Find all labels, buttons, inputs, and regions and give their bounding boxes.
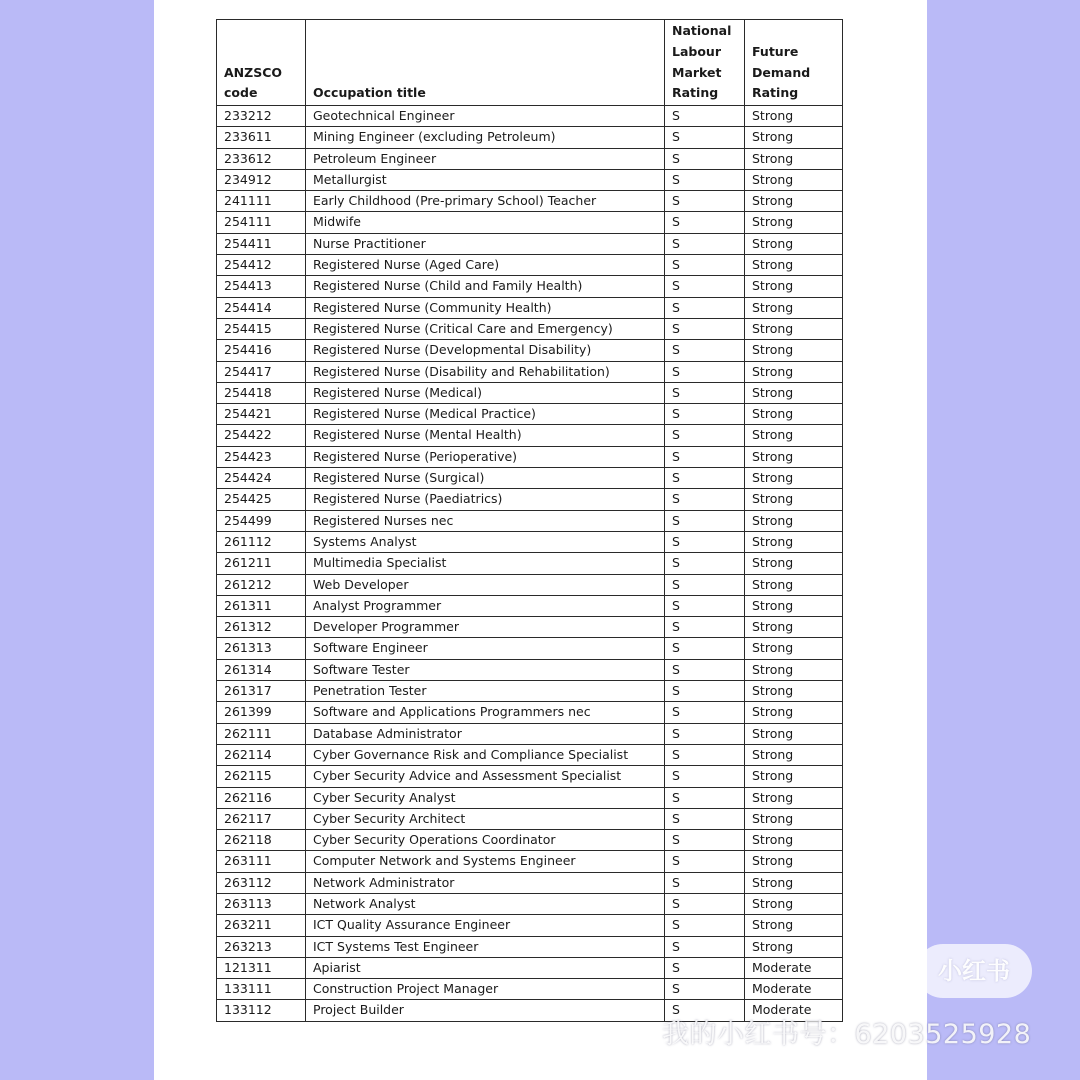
- anzsco-code-cell: 263111: [217, 851, 306, 872]
- future-demand-rating-cell: Strong: [745, 191, 843, 212]
- anzsco-code-cell: 254499: [217, 510, 306, 531]
- anzsco-code-cell: 254411: [217, 233, 306, 254]
- table-row: [217, 169, 843, 190]
- labour-market-rating-cell: S: [665, 191, 745, 212]
- anzsco-code-cell: 261314: [217, 659, 306, 680]
- future-demand-rating-cell: Strong: [745, 915, 843, 936]
- labour-market-rating-cell: S: [665, 233, 745, 254]
- future-demand-rating-cell: Strong: [745, 808, 843, 829]
- labour-market-rating-cell: S: [665, 659, 745, 680]
- anzsco-code-cell: 133112: [217, 1000, 306, 1021]
- occupation-title-cell: Nurse Practitioner: [306, 233, 665, 254]
- labour-market-rating-cell: S: [665, 957, 745, 978]
- anzsco-code-cell: 261211: [217, 553, 306, 574]
- labour-market-rating-cell: S: [665, 787, 745, 808]
- anzsco-code-cell: 254417: [217, 361, 306, 382]
- labour-market-rating-cell: S: [665, 830, 745, 851]
- occupation-title-cell: ICT Quality Assurance Engineer: [306, 915, 665, 936]
- future-demand-rating-cell: Strong: [745, 446, 843, 467]
- future-demand-rating-cell: Strong: [745, 744, 843, 765]
- anzsco-code-cell: 261212: [217, 574, 306, 595]
- labour-market-rating-cell: S: [665, 382, 745, 403]
- header-national-labour-market-rating: National Labour Market Rating: [665, 20, 745, 106]
- occupation-title-cell: Registered Nurse (Medical): [306, 382, 665, 403]
- table-row: [217, 489, 843, 510]
- table-row: [217, 808, 843, 829]
- anzsco-code-cell: 261311: [217, 595, 306, 616]
- table-row: [217, 766, 843, 787]
- labour-market-rating-cell: S: [665, 808, 745, 829]
- labour-market-rating-cell: S: [665, 681, 745, 702]
- labour-market-rating-cell: S: [665, 361, 745, 382]
- future-demand-rating-cell: Strong: [745, 553, 843, 574]
- anzsco-code-cell: 254425: [217, 489, 306, 510]
- occupation-title-cell: Registered Nurse (Paediatrics): [306, 489, 665, 510]
- labour-market-rating-cell: S: [665, 489, 745, 510]
- table-row: [217, 510, 843, 531]
- anzsco-code-cell: 254416: [217, 340, 306, 361]
- table-row: [217, 851, 843, 872]
- table-row: [217, 276, 843, 297]
- labour-market-rating-cell: S: [665, 595, 745, 616]
- future-demand-rating-cell: Strong: [745, 936, 843, 957]
- future-demand-rating-cell: Strong: [745, 468, 843, 489]
- labour-market-rating-cell: S: [665, 127, 745, 148]
- occupation-title-cell: Metallurgist: [306, 169, 665, 190]
- header-future-demand-rating: Future Demand Rating: [745, 20, 843, 106]
- anzsco-code-cell: 233212: [217, 106, 306, 127]
- table-row: [217, 681, 843, 702]
- table-row: [217, 659, 843, 680]
- watermark-logo: 小红书: [916, 944, 1032, 998]
- future-demand-rating-cell: Strong: [745, 127, 843, 148]
- occupation-title-cell: Registered Nurse (Critical Care and Emergency): [306, 318, 665, 339]
- table-row: [217, 425, 843, 446]
- future-demand-rating-cell: Strong: [745, 169, 843, 190]
- labour-market-rating-cell: S: [665, 446, 745, 467]
- occupation-title-cell: Registered Nurse (Surgical): [306, 468, 665, 489]
- future-demand-rating-cell: Strong: [745, 382, 843, 403]
- future-demand-rating-cell: Strong: [745, 425, 843, 446]
- anzsco-code-cell: 254422: [217, 425, 306, 446]
- occupation-title-cell: Registered Nurse (Perioperative): [306, 446, 665, 467]
- future-demand-rating-cell: Strong: [745, 638, 843, 659]
- occupation-title-cell: Computer Network and Systems Engineer: [306, 851, 665, 872]
- header-anzsco-code: ANZSCO code: [217, 20, 306, 106]
- labour-market-rating-cell: S: [665, 276, 745, 297]
- occupation-title-cell: Registered Nurse (Child and Family Health): [306, 276, 665, 297]
- future-demand-rating-cell: Strong: [745, 702, 843, 723]
- labour-market-rating-cell: S: [665, 723, 745, 744]
- occupation-title-cell: Apiarist: [306, 957, 665, 978]
- anzsco-code-cell: 261317: [217, 681, 306, 702]
- table-row: [217, 872, 843, 893]
- anzsco-code-cell: 241111: [217, 191, 306, 212]
- future-demand-rating-cell: Strong: [745, 276, 843, 297]
- anzsco-code-cell: 263213: [217, 936, 306, 957]
- anzsco-code-cell: 263112: [217, 872, 306, 893]
- anzsco-code-cell: 262117: [217, 808, 306, 829]
- future-demand-rating-cell: Strong: [745, 872, 843, 893]
- future-demand-rating-cell: Strong: [745, 574, 843, 595]
- future-demand-rating-cell: Strong: [745, 830, 843, 851]
- labour-market-rating-cell: S: [665, 318, 745, 339]
- table-row: [217, 148, 843, 169]
- labour-market-rating-cell: S: [665, 979, 745, 1000]
- labour-market-rating-cell: S: [665, 872, 745, 893]
- occupation-title-cell: Cyber Security Analyst: [306, 787, 665, 808]
- anzsco-code-cell: 261312: [217, 617, 306, 638]
- table-row: [217, 212, 843, 233]
- occupation-title-cell: Registered Nurse (Disability and Rehabilitation): [306, 361, 665, 382]
- anzsco-code-cell: 254424: [217, 468, 306, 489]
- table-row: [217, 340, 843, 361]
- labour-market-rating-cell: S: [665, 106, 745, 127]
- occupation-title-cell: Cyber Governance Risk and Compliance Specialist: [306, 744, 665, 765]
- anzsco-code-cell: 263211: [217, 915, 306, 936]
- labour-market-rating-cell: S: [665, 893, 745, 914]
- anzsco-code-cell: 254414: [217, 297, 306, 318]
- table-row: [217, 638, 843, 659]
- table-body: [217, 106, 843, 1022]
- future-demand-rating-cell: Strong: [745, 297, 843, 318]
- labour-market-rating-cell: S: [665, 936, 745, 957]
- anzsco-code-cell: 261399: [217, 702, 306, 723]
- future-demand-rating-cell: Strong: [745, 340, 843, 361]
- future-demand-rating-cell: Strong: [745, 659, 843, 680]
- future-demand-rating-cell: Strong: [745, 489, 843, 510]
- labour-market-rating-cell: S: [665, 510, 745, 531]
- anzsco-code-cell: 262116: [217, 787, 306, 808]
- table-row: [217, 979, 843, 1000]
- labour-market-rating-cell: S: [665, 212, 745, 233]
- table-row: [217, 318, 843, 339]
- labour-market-rating-cell: S: [665, 744, 745, 765]
- future-demand-rating-cell: Strong: [745, 212, 843, 233]
- occupation-title-cell: ICT Systems Test Engineer: [306, 936, 665, 957]
- table-row: [217, 787, 843, 808]
- table-row: [217, 361, 843, 382]
- future-demand-rating-cell: Strong: [745, 681, 843, 702]
- occupation-title-cell: Registered Nurse (Medical Practice): [306, 404, 665, 425]
- anzsco-code-cell: 254111: [217, 212, 306, 233]
- table-row: [217, 723, 843, 744]
- table-row: [217, 404, 843, 425]
- table-row: [217, 595, 843, 616]
- watermark-text: 我的小红书号：6203525928: [662, 1019, 1032, 1050]
- anzsco-code-cell: 233612: [217, 148, 306, 169]
- anzsco-code-cell: 254421: [217, 404, 306, 425]
- occupation-title-cell: Software Engineer: [306, 638, 665, 659]
- anzsco-code-cell: 263113: [217, 893, 306, 914]
- table-row: [217, 936, 843, 957]
- occupation-title-cell: Web Developer: [306, 574, 665, 595]
- anzsco-code-cell: 254418: [217, 382, 306, 403]
- future-demand-rating-cell: Strong: [745, 106, 843, 127]
- labour-market-rating-cell: S: [665, 169, 745, 190]
- table-row: [217, 191, 843, 212]
- future-demand-rating-cell: Strong: [745, 766, 843, 787]
- labour-market-rating-cell: S: [665, 915, 745, 936]
- occupation-title-cell: Multimedia Specialist: [306, 553, 665, 574]
- table-row: [217, 531, 843, 552]
- occupation-title-cell: Cyber Security Architect: [306, 808, 665, 829]
- future-demand-rating-cell: Strong: [745, 404, 843, 425]
- anzsco-code-cell: 262115: [217, 766, 306, 787]
- occupation-title-cell: Early Childhood (Pre-primary School) Teacher: [306, 191, 665, 212]
- occupation-title-cell: Project Builder: [306, 1000, 665, 1021]
- table-row: [217, 553, 843, 574]
- anzsco-code-cell: 262118: [217, 830, 306, 851]
- anzsco-code-cell: 133111: [217, 979, 306, 1000]
- labour-market-rating-cell: S: [665, 255, 745, 276]
- occupation-title-cell: Geotechnical Engineer: [306, 106, 665, 127]
- occupation-table: [216, 19, 843, 1022]
- table-row: [217, 574, 843, 595]
- table-row: [217, 446, 843, 467]
- future-demand-rating-cell: Strong: [745, 531, 843, 552]
- labour-market-rating-cell: S: [665, 297, 745, 318]
- labour-market-rating-cell: S: [665, 404, 745, 425]
- anzsco-code-cell: 262114: [217, 744, 306, 765]
- labour-market-rating-cell: S: [665, 638, 745, 659]
- occupation-title-cell: Systems Analyst: [306, 531, 665, 552]
- table-row: [217, 915, 843, 936]
- future-demand-rating-cell: Strong: [745, 233, 843, 254]
- occupation-title-cell: Petroleum Engineer: [306, 148, 665, 169]
- labour-market-rating-cell: S: [665, 574, 745, 595]
- future-demand-rating-cell: Strong: [745, 723, 843, 744]
- table-row: [217, 702, 843, 723]
- future-demand-rating-cell: Moderate: [745, 957, 843, 978]
- table-row: [217, 617, 843, 638]
- future-demand-rating-cell: Strong: [745, 255, 843, 276]
- occupation-title-cell: Software and Applications Programmers nec: [306, 702, 665, 723]
- anzsco-code-cell: 254415: [217, 318, 306, 339]
- labour-market-rating-cell: S: [665, 617, 745, 638]
- table-row: [217, 233, 843, 254]
- table-row: [217, 382, 843, 403]
- anzsco-code-cell: 121311: [217, 957, 306, 978]
- future-demand-rating-cell: Strong: [745, 510, 843, 531]
- table-row: [217, 297, 843, 318]
- future-demand-rating-cell: Strong: [745, 148, 843, 169]
- future-demand-rating-cell: Strong: [745, 851, 843, 872]
- occupation-title-cell: Penetration Tester: [306, 681, 665, 702]
- future-demand-rating-cell: Strong: [745, 787, 843, 808]
- table-header-row: [217, 20, 843, 106]
- table-row: [217, 255, 843, 276]
- future-demand-rating-cell: Moderate: [745, 979, 843, 1000]
- occupation-title-cell: Software Tester: [306, 659, 665, 680]
- occupation-title-cell: Network Administrator: [306, 872, 665, 893]
- labour-market-rating-cell: S: [665, 340, 745, 361]
- anzsco-code-cell: 261313: [217, 638, 306, 659]
- occupation-title-cell: Network Analyst: [306, 893, 665, 914]
- occupation-title-cell: Registered Nurse (Aged Care): [306, 255, 665, 276]
- occupation-title-cell: Registered Nurse (Mental Health): [306, 425, 665, 446]
- anzsco-code-cell: 261112: [217, 531, 306, 552]
- labour-market-rating-cell: S: [665, 148, 745, 169]
- labour-market-rating-cell: S: [665, 468, 745, 489]
- labour-market-rating-cell: S: [665, 702, 745, 723]
- occupation-title-cell: Mining Engineer (excluding Petroleum): [306, 127, 665, 148]
- future-demand-rating-cell: Moderate: [745, 1000, 843, 1021]
- labour-market-rating-cell: S: [665, 425, 745, 446]
- future-demand-rating-cell: Strong: [745, 361, 843, 382]
- occupation-title-cell: Registered Nurse (Developmental Disability): [306, 340, 665, 361]
- anzsco-code-cell: 254412: [217, 255, 306, 276]
- table-row: [217, 893, 843, 914]
- table-row: [217, 830, 843, 851]
- table-row: [217, 744, 843, 765]
- header-occupation-title: Occupation title: [306, 20, 665, 106]
- table-row: [217, 468, 843, 489]
- future-demand-rating-cell: Strong: [745, 318, 843, 339]
- anzsco-code-cell: 262111: [217, 723, 306, 744]
- labour-market-rating-cell: S: [665, 531, 745, 552]
- future-demand-rating-cell: Strong: [745, 595, 843, 616]
- occupation-title-cell: Registered Nurse (Community Health): [306, 297, 665, 318]
- occupation-title-cell: Cyber Security Advice and Assessment Specialist: [306, 766, 665, 787]
- occupation-title-cell: Cyber Security Operations Coordinator: [306, 830, 665, 851]
- table-row: [217, 106, 843, 127]
- future-demand-rating-cell: Strong: [745, 617, 843, 638]
- table-row: [217, 127, 843, 148]
- table-row: [217, 957, 843, 978]
- occupation-title-cell: Midwife: [306, 212, 665, 233]
- occupation-title-cell: Construction Project Manager: [306, 979, 665, 1000]
- anzsco-code-cell: 233611: [217, 127, 306, 148]
- labour-market-rating-cell: S: [665, 851, 745, 872]
- occupation-title-cell: Developer Programmer: [306, 617, 665, 638]
- anzsco-code-cell: 234912: [217, 169, 306, 190]
- anzsco-code-cell: 254423: [217, 446, 306, 467]
- future-demand-rating-cell: Strong: [745, 893, 843, 914]
- labour-market-rating-cell: S: [665, 766, 745, 787]
- anzsco-code-cell: 254413: [217, 276, 306, 297]
- occupation-title-cell: Database Administrator: [306, 723, 665, 744]
- labour-market-rating-cell: S: [665, 553, 745, 574]
- labour-market-rating-cell: S: [665, 1000, 745, 1021]
- occupation-title-cell: Registered Nurses nec: [306, 510, 665, 531]
- occupation-title-cell: Analyst Programmer: [306, 595, 665, 616]
